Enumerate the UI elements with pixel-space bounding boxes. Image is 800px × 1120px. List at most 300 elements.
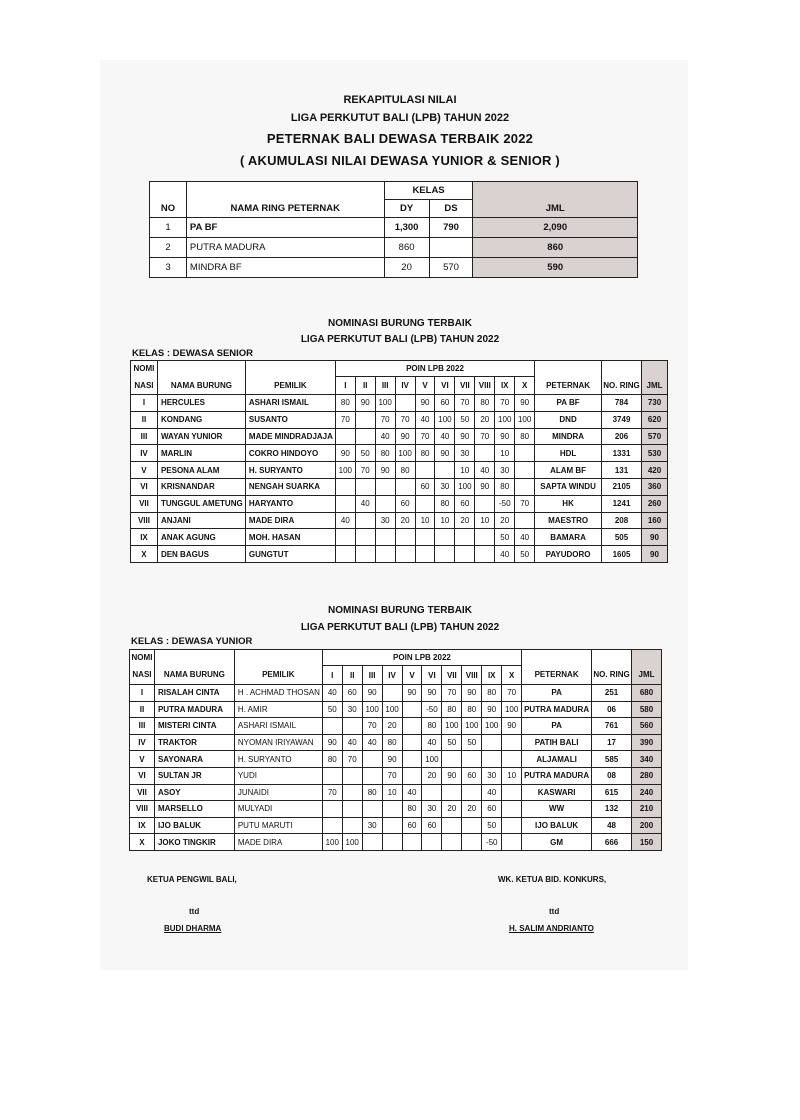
breeder-cell: PA bbox=[522, 718, 592, 735]
nomi-header: NOMI bbox=[130, 650, 155, 666]
owner-cell: SUSANTO bbox=[245, 411, 335, 428]
total-cell: 420 bbox=[642, 462, 668, 479]
left-signatory-title: KETUA PENGWIL BALI, bbox=[147, 875, 237, 884]
bird-name-cell: WAYAN YUNIOR bbox=[157, 428, 245, 445]
table-row bbox=[130, 734, 662, 751]
breeder-cell: PAYUDORO bbox=[535, 546, 602, 563]
point-cell: 90 bbox=[482, 701, 502, 718]
point-cell: 40 bbox=[402, 784, 422, 801]
ring-header-top bbox=[602, 361, 642, 377]
point-cell bbox=[462, 751, 482, 768]
point-cell bbox=[355, 428, 375, 445]
point-cell: -50 bbox=[495, 495, 515, 512]
table-row bbox=[130, 784, 662, 801]
rank-cell: IV bbox=[130, 734, 155, 751]
owner-cell: MADE DIRA bbox=[245, 512, 335, 529]
rank-cell: IX bbox=[130, 817, 155, 834]
point-cell: 60 bbox=[402, 817, 422, 834]
total-cell: 340 bbox=[632, 751, 662, 768]
owner-cell: COKRO HINDOYO bbox=[245, 445, 335, 462]
point-cell: 30 bbox=[495, 462, 515, 479]
ring-cell: 2105 bbox=[602, 478, 642, 495]
summary-row-ds bbox=[429, 238, 473, 258]
right-signatory-name: H. SALIM ANDRIANTO bbox=[509, 924, 594, 933]
point-cell: 90 bbox=[355, 395, 375, 412]
rank-cell: I bbox=[130, 685, 155, 702]
bird-name-cell: MISTERI CINTA bbox=[154, 718, 234, 735]
point-cell: 70 bbox=[455, 395, 475, 412]
owner-cell: NENGAH SUARKA bbox=[245, 478, 335, 495]
point-cell: 80 bbox=[322, 751, 342, 768]
point-cell: -50 bbox=[422, 701, 442, 718]
total-cell: 730 bbox=[642, 395, 668, 412]
point-cell bbox=[442, 751, 462, 768]
right-signatory-title: WK. KETUA BID. KONKURS, bbox=[498, 875, 607, 884]
point-cell bbox=[382, 801, 402, 818]
point-cell: 10 bbox=[382, 784, 402, 801]
point-cell bbox=[475, 529, 495, 546]
ring-cell: 784 bbox=[602, 395, 642, 412]
breeder-cell: MAESTRO bbox=[535, 512, 602, 529]
point-cell: 90 bbox=[335, 445, 355, 462]
total-cell: 360 bbox=[642, 478, 668, 495]
breeder-cell: DND bbox=[535, 411, 602, 428]
total-cell: 390 bbox=[632, 734, 662, 751]
point-cell bbox=[502, 734, 522, 751]
rank-cell: X bbox=[131, 546, 158, 563]
bird-name-cell: RISALAH CINTA bbox=[154, 685, 234, 702]
nasi-header: NASI bbox=[130, 666, 155, 685]
point-cell: 10 bbox=[475, 512, 495, 529]
point-cell: 60 bbox=[482, 801, 502, 818]
rank-cell: II bbox=[130, 701, 155, 718]
point-cell: 100 bbox=[322, 834, 342, 851]
point-cell: 50 bbox=[482, 817, 502, 834]
owner-cell: NYOMAN IRIYAWAN bbox=[234, 734, 322, 751]
point-cell bbox=[422, 784, 442, 801]
breeder-cell: ALJAMALI bbox=[522, 751, 592, 768]
table-row bbox=[131, 395, 668, 412]
point-cell: 10 bbox=[455, 462, 475, 479]
rank-cell: V bbox=[130, 751, 155, 768]
total-cell: 90 bbox=[642, 546, 668, 563]
total-cell: 150 bbox=[632, 834, 662, 851]
bird-name-cell: PUTRA MADURA bbox=[154, 701, 234, 718]
table-row bbox=[130, 817, 662, 834]
right-ttd: ttd bbox=[549, 907, 560, 916]
rank-cell: VII bbox=[130, 784, 155, 801]
point-cell: 40 bbox=[355, 495, 375, 512]
peternak-header-top bbox=[535, 361, 602, 377]
point-cell: 80 bbox=[395, 462, 415, 479]
point-cell: 20 bbox=[455, 512, 475, 529]
summary-row bbox=[150, 258, 638, 278]
point-cell bbox=[375, 546, 395, 563]
ring-cell: 3749 bbox=[602, 411, 642, 428]
point-cell bbox=[402, 701, 422, 718]
point-cell bbox=[355, 546, 375, 563]
point-cell: 70 bbox=[342, 751, 362, 768]
total-cell: 280 bbox=[632, 767, 662, 784]
point-cell bbox=[362, 751, 382, 768]
point-cell: 10 bbox=[495, 445, 515, 462]
round-header: V bbox=[415, 377, 435, 395]
summary-row-jml: 2,090 bbox=[473, 218, 638, 238]
summary-dy-header: DY bbox=[384, 200, 429, 218]
point-cell bbox=[515, 462, 535, 479]
round-header: II bbox=[342, 666, 362, 685]
point-cell bbox=[402, 767, 422, 784]
ring-cell: 585 bbox=[592, 751, 632, 768]
total-cell: 570 bbox=[642, 428, 668, 445]
point-cell: 80 bbox=[475, 395, 495, 412]
point-cell: 80 bbox=[382, 734, 402, 751]
point-cell bbox=[435, 462, 455, 479]
point-cell: 50 bbox=[442, 734, 462, 751]
point-cell bbox=[375, 495, 395, 512]
point-cell: 40 bbox=[482, 784, 502, 801]
rank-cell: V bbox=[131, 462, 158, 479]
point-cell bbox=[442, 834, 462, 851]
point-cell bbox=[395, 478, 415, 495]
yunior-title2: LIGA PERKUTUT BALI (LPB) TAHUN 2022 bbox=[300, 622, 500, 633]
point-cell bbox=[402, 734, 422, 751]
ring-header: NO. RING bbox=[602, 377, 642, 395]
point-cell bbox=[515, 512, 535, 529]
summary-row-jml: 860 bbox=[473, 238, 638, 258]
owner-cell: MADE MINDRADJAJA bbox=[245, 428, 335, 445]
point-cell bbox=[362, 834, 382, 851]
summary-row-nama: PUTRA MADURA bbox=[186, 238, 384, 258]
point-cell: 80 bbox=[375, 445, 395, 462]
breeder-cell: GM bbox=[522, 834, 592, 851]
point-cell bbox=[455, 529, 475, 546]
table-row bbox=[130, 834, 662, 851]
point-cell: 100 bbox=[442, 718, 462, 735]
point-cell: 20 bbox=[462, 801, 482, 818]
point-cell: 70 bbox=[502, 685, 522, 702]
point-cell: 70 bbox=[355, 462, 375, 479]
point-cell bbox=[502, 801, 522, 818]
point-cell: 40 bbox=[322, 685, 342, 702]
point-cell: 70 bbox=[495, 395, 515, 412]
point-cell: 90 bbox=[475, 478, 495, 495]
point-cell: 80 bbox=[442, 701, 462, 718]
point-cell bbox=[455, 546, 475, 563]
point-cell bbox=[322, 817, 342, 834]
point-cell: 100 bbox=[342, 834, 362, 851]
ring-cell: 1605 bbox=[602, 546, 642, 563]
point-cell: 100 bbox=[375, 395, 395, 412]
point-cell: 20 bbox=[382, 718, 402, 735]
round-header: VI bbox=[435, 377, 455, 395]
owner-cell: YUDI bbox=[234, 767, 322, 784]
round-header: X bbox=[515, 377, 535, 395]
ring-cell: 132 bbox=[592, 801, 632, 818]
point-cell: 60 bbox=[415, 478, 435, 495]
point-cell: 90 bbox=[502, 718, 522, 735]
summary-nama-top bbox=[186, 182, 384, 200]
point-cell: 80 bbox=[335, 395, 355, 412]
table-row bbox=[130, 685, 662, 702]
point-cell bbox=[355, 411, 375, 428]
burung-header-top bbox=[157, 361, 245, 377]
table-row bbox=[131, 462, 668, 479]
rank-cell: II bbox=[131, 411, 158, 428]
table-row bbox=[130, 801, 662, 818]
summary-ds-header: DS bbox=[429, 200, 473, 218]
bird-name-cell: TUNGGUL AMETUNG bbox=[157, 495, 245, 512]
round-header: IV bbox=[382, 666, 402, 685]
round-header: III bbox=[375, 377, 395, 395]
summary-row-no: 1 bbox=[150, 218, 187, 238]
pemilik-header: PEMILIK bbox=[234, 666, 322, 685]
point-cell bbox=[342, 767, 362, 784]
point-cell bbox=[415, 546, 435, 563]
point-cell: 70 bbox=[375, 411, 395, 428]
summary-no-top bbox=[150, 182, 187, 200]
point-cell: 60 bbox=[455, 495, 475, 512]
point-cell bbox=[475, 495, 495, 512]
total-cell: 530 bbox=[642, 445, 668, 462]
point-cell: 100 bbox=[382, 701, 402, 718]
owner-cell: ASHARI ISMAIL bbox=[245, 395, 335, 412]
ring-cell: 48 bbox=[592, 817, 632, 834]
owner-cell: H . ACHMAD THOSAN bbox=[234, 685, 322, 702]
point-cell: 100 bbox=[395, 445, 415, 462]
bird-name-cell: SULTAN JR bbox=[154, 767, 234, 784]
round-header: IX bbox=[495, 377, 515, 395]
bird-name-cell: DEN BAGUS bbox=[157, 546, 245, 563]
point-cell bbox=[435, 546, 455, 563]
rank-cell: I bbox=[131, 395, 158, 412]
point-cell: 100 bbox=[422, 751, 442, 768]
poin-header: POIN LPB 2022 bbox=[322, 650, 521, 666]
ring-cell: 17 bbox=[592, 734, 632, 751]
point-cell bbox=[342, 817, 362, 834]
point-cell bbox=[335, 546, 355, 563]
ring-cell: 06 bbox=[592, 701, 632, 718]
owner-cell: MULYADI bbox=[234, 801, 322, 818]
breeder-cell: SAPTA WINDU bbox=[535, 478, 602, 495]
breeder-cell: HDL bbox=[535, 445, 602, 462]
rank-cell: III bbox=[130, 718, 155, 735]
table-row bbox=[131, 445, 668, 462]
ring-cell: 206 bbox=[602, 428, 642, 445]
ring-cell: 251 bbox=[592, 685, 632, 702]
rank-cell: VI bbox=[130, 767, 155, 784]
breeder-cell: WW bbox=[522, 801, 592, 818]
breeder-cell: KASWARI bbox=[522, 784, 592, 801]
point-cell: 30 bbox=[342, 701, 362, 718]
point-cell: 70 bbox=[415, 428, 435, 445]
total-cell: 620 bbox=[642, 411, 668, 428]
breeder-cell: MINDRA bbox=[535, 428, 602, 445]
point-cell bbox=[415, 529, 435, 546]
table-row bbox=[130, 767, 662, 784]
point-cell: 40 bbox=[362, 734, 382, 751]
breeder-cell: ALAM BF bbox=[535, 462, 602, 479]
header-line2: LIGA PERKUTUT BALI (LPB) TAHUN 2022 bbox=[290, 112, 510, 124]
point-cell bbox=[462, 784, 482, 801]
round-header: VI bbox=[422, 666, 442, 685]
table-row bbox=[131, 428, 668, 445]
summary-row-jml: 590 bbox=[473, 258, 638, 278]
round-header: X bbox=[502, 666, 522, 685]
point-cell bbox=[502, 751, 522, 768]
owner-cell: JUNAIDI bbox=[234, 784, 322, 801]
round-header: VIII bbox=[475, 377, 495, 395]
point-cell: 80 bbox=[402, 801, 422, 818]
ring-cell: 505 bbox=[602, 529, 642, 546]
point-cell bbox=[502, 784, 522, 801]
point-cell bbox=[322, 718, 342, 735]
table-row bbox=[130, 718, 662, 735]
point-cell: 70 bbox=[382, 767, 402, 784]
jml-header: JML bbox=[642, 377, 668, 395]
breeder-cell: BAMARA bbox=[535, 529, 602, 546]
point-cell: 40 bbox=[422, 734, 442, 751]
point-cell: 70 bbox=[475, 428, 495, 445]
ring-cell: 08 bbox=[592, 767, 632, 784]
point-cell: 20 bbox=[422, 767, 442, 784]
point-cell: 90 bbox=[495, 428, 515, 445]
bird-name-cell: KRISNANDAR bbox=[157, 478, 245, 495]
point-cell: 10 bbox=[502, 767, 522, 784]
bird-name-cell: IJO BALUK bbox=[154, 817, 234, 834]
point-cell bbox=[335, 478, 355, 495]
summary-row-dy: 860 bbox=[384, 238, 429, 258]
yunior-table bbox=[129, 649, 662, 851]
summary-row-nama: PA BF bbox=[186, 218, 384, 238]
point-cell bbox=[362, 767, 382, 784]
table-row bbox=[131, 478, 668, 495]
breeder-cell: PUTRA MADURA bbox=[522, 701, 592, 718]
bird-name-cell: PESONA ALAM bbox=[157, 462, 245, 479]
summary-nama-header: NAMA RING PETERNAK bbox=[186, 200, 384, 218]
point-cell bbox=[462, 817, 482, 834]
rank-cell: VI bbox=[131, 478, 158, 495]
jml-header-top bbox=[642, 361, 668, 377]
point-cell: 80 bbox=[462, 701, 482, 718]
point-cell: 20 bbox=[395, 512, 415, 529]
point-cell: 40 bbox=[435, 428, 455, 445]
rank-cell: X bbox=[130, 834, 155, 851]
point-cell: 30 bbox=[435, 478, 455, 495]
point-cell bbox=[462, 834, 482, 851]
jml-header: JML bbox=[632, 666, 662, 685]
peternak-header: PETERNAK bbox=[522, 666, 592, 685]
point-cell bbox=[402, 718, 422, 735]
point-cell: -50 bbox=[482, 834, 502, 851]
point-cell bbox=[382, 834, 402, 851]
table-row bbox=[130, 701, 662, 718]
total-cell: 680 bbox=[632, 685, 662, 702]
point-cell: 20 bbox=[475, 411, 495, 428]
owner-cell: H. SURYANTO bbox=[245, 462, 335, 479]
senior-title1: NOMINASI BURUNG TERBAIK bbox=[328, 318, 472, 329]
point-cell bbox=[342, 801, 362, 818]
summary-row-ds: 790 bbox=[429, 218, 473, 238]
point-cell bbox=[482, 751, 502, 768]
point-cell bbox=[442, 817, 462, 834]
summary-row-nama: MINDRA BF bbox=[186, 258, 384, 278]
point-cell bbox=[415, 495, 435, 512]
peternak-header-top bbox=[522, 650, 592, 666]
bird-name-cell: ANAK AGUNG bbox=[157, 529, 245, 546]
point-cell bbox=[342, 784, 362, 801]
bird-name-cell: MARLIN bbox=[157, 445, 245, 462]
point-cell bbox=[475, 445, 495, 462]
point-cell: 100 bbox=[482, 718, 502, 735]
point-cell bbox=[382, 817, 402, 834]
pemilik-header-top bbox=[234, 650, 322, 666]
table-row bbox=[131, 495, 668, 512]
round-header: VII bbox=[442, 666, 462, 685]
owner-cell: MOH. HASAN bbox=[245, 529, 335, 546]
point-cell: 90 bbox=[462, 685, 482, 702]
point-cell: 90 bbox=[375, 462, 395, 479]
point-cell: 100 bbox=[495, 411, 515, 428]
point-cell: 100 bbox=[515, 411, 535, 428]
point-cell: 30 bbox=[362, 817, 382, 834]
summary-kelas-header: KELAS bbox=[384, 182, 473, 200]
point-cell bbox=[515, 445, 535, 462]
bird-name-cell: JOKO TINGKIR bbox=[154, 834, 234, 851]
point-cell: 30 bbox=[422, 801, 442, 818]
point-cell: 20 bbox=[442, 801, 462, 818]
point-cell: 70 bbox=[362, 718, 382, 735]
bird-name-cell: TRAKTOR bbox=[154, 734, 234, 751]
summary-row-dy: 1,300 bbox=[384, 218, 429, 238]
point-cell: 90 bbox=[435, 445, 455, 462]
point-cell: 90 bbox=[422, 685, 442, 702]
point-cell: 60 bbox=[395, 495, 415, 512]
senior-title2: LIGA PERKUTUT BALI (LPB) TAHUN 2022 bbox=[300, 334, 500, 345]
summary-jml-top bbox=[473, 182, 638, 200]
round-header: V bbox=[402, 666, 422, 685]
ring-cell: 761 bbox=[592, 718, 632, 735]
owner-cell: H. AMIR bbox=[234, 701, 322, 718]
senior-table bbox=[130, 360, 668, 563]
point-cell: 80 bbox=[515, 428, 535, 445]
point-cell: 40 bbox=[335, 512, 355, 529]
point-cell bbox=[395, 395, 415, 412]
bird-name-cell: HERCULES bbox=[157, 395, 245, 412]
total-cell: 90 bbox=[642, 529, 668, 546]
point-cell: 80 bbox=[482, 685, 502, 702]
table-row bbox=[131, 529, 668, 546]
bird-name-cell: MARSELLO bbox=[154, 801, 234, 818]
round-header: III bbox=[362, 666, 382, 685]
point-cell: 70 bbox=[335, 411, 355, 428]
header-line4: ( AKUMULASI NILAI DEWASA YUNIOR & SENIOR ) bbox=[240, 153, 560, 168]
total-cell: 580 bbox=[632, 701, 662, 718]
summary-row-ds: 570 bbox=[429, 258, 473, 278]
point-cell bbox=[415, 462, 435, 479]
round-header: I bbox=[322, 666, 342, 685]
header-line3: PETERNAK BALI DEWASA TERBAIK 2022 bbox=[266, 131, 534, 146]
point-cell bbox=[422, 834, 442, 851]
pemilik-header-top bbox=[245, 361, 335, 377]
point-cell bbox=[402, 751, 422, 768]
point-cell: 60 bbox=[435, 395, 455, 412]
point-cell: 10 bbox=[415, 512, 435, 529]
point-cell: 40 bbox=[475, 462, 495, 479]
bird-name-cell: ANJANI bbox=[157, 512, 245, 529]
total-cell: 210 bbox=[632, 801, 662, 818]
point-cell: 90 bbox=[402, 685, 422, 702]
